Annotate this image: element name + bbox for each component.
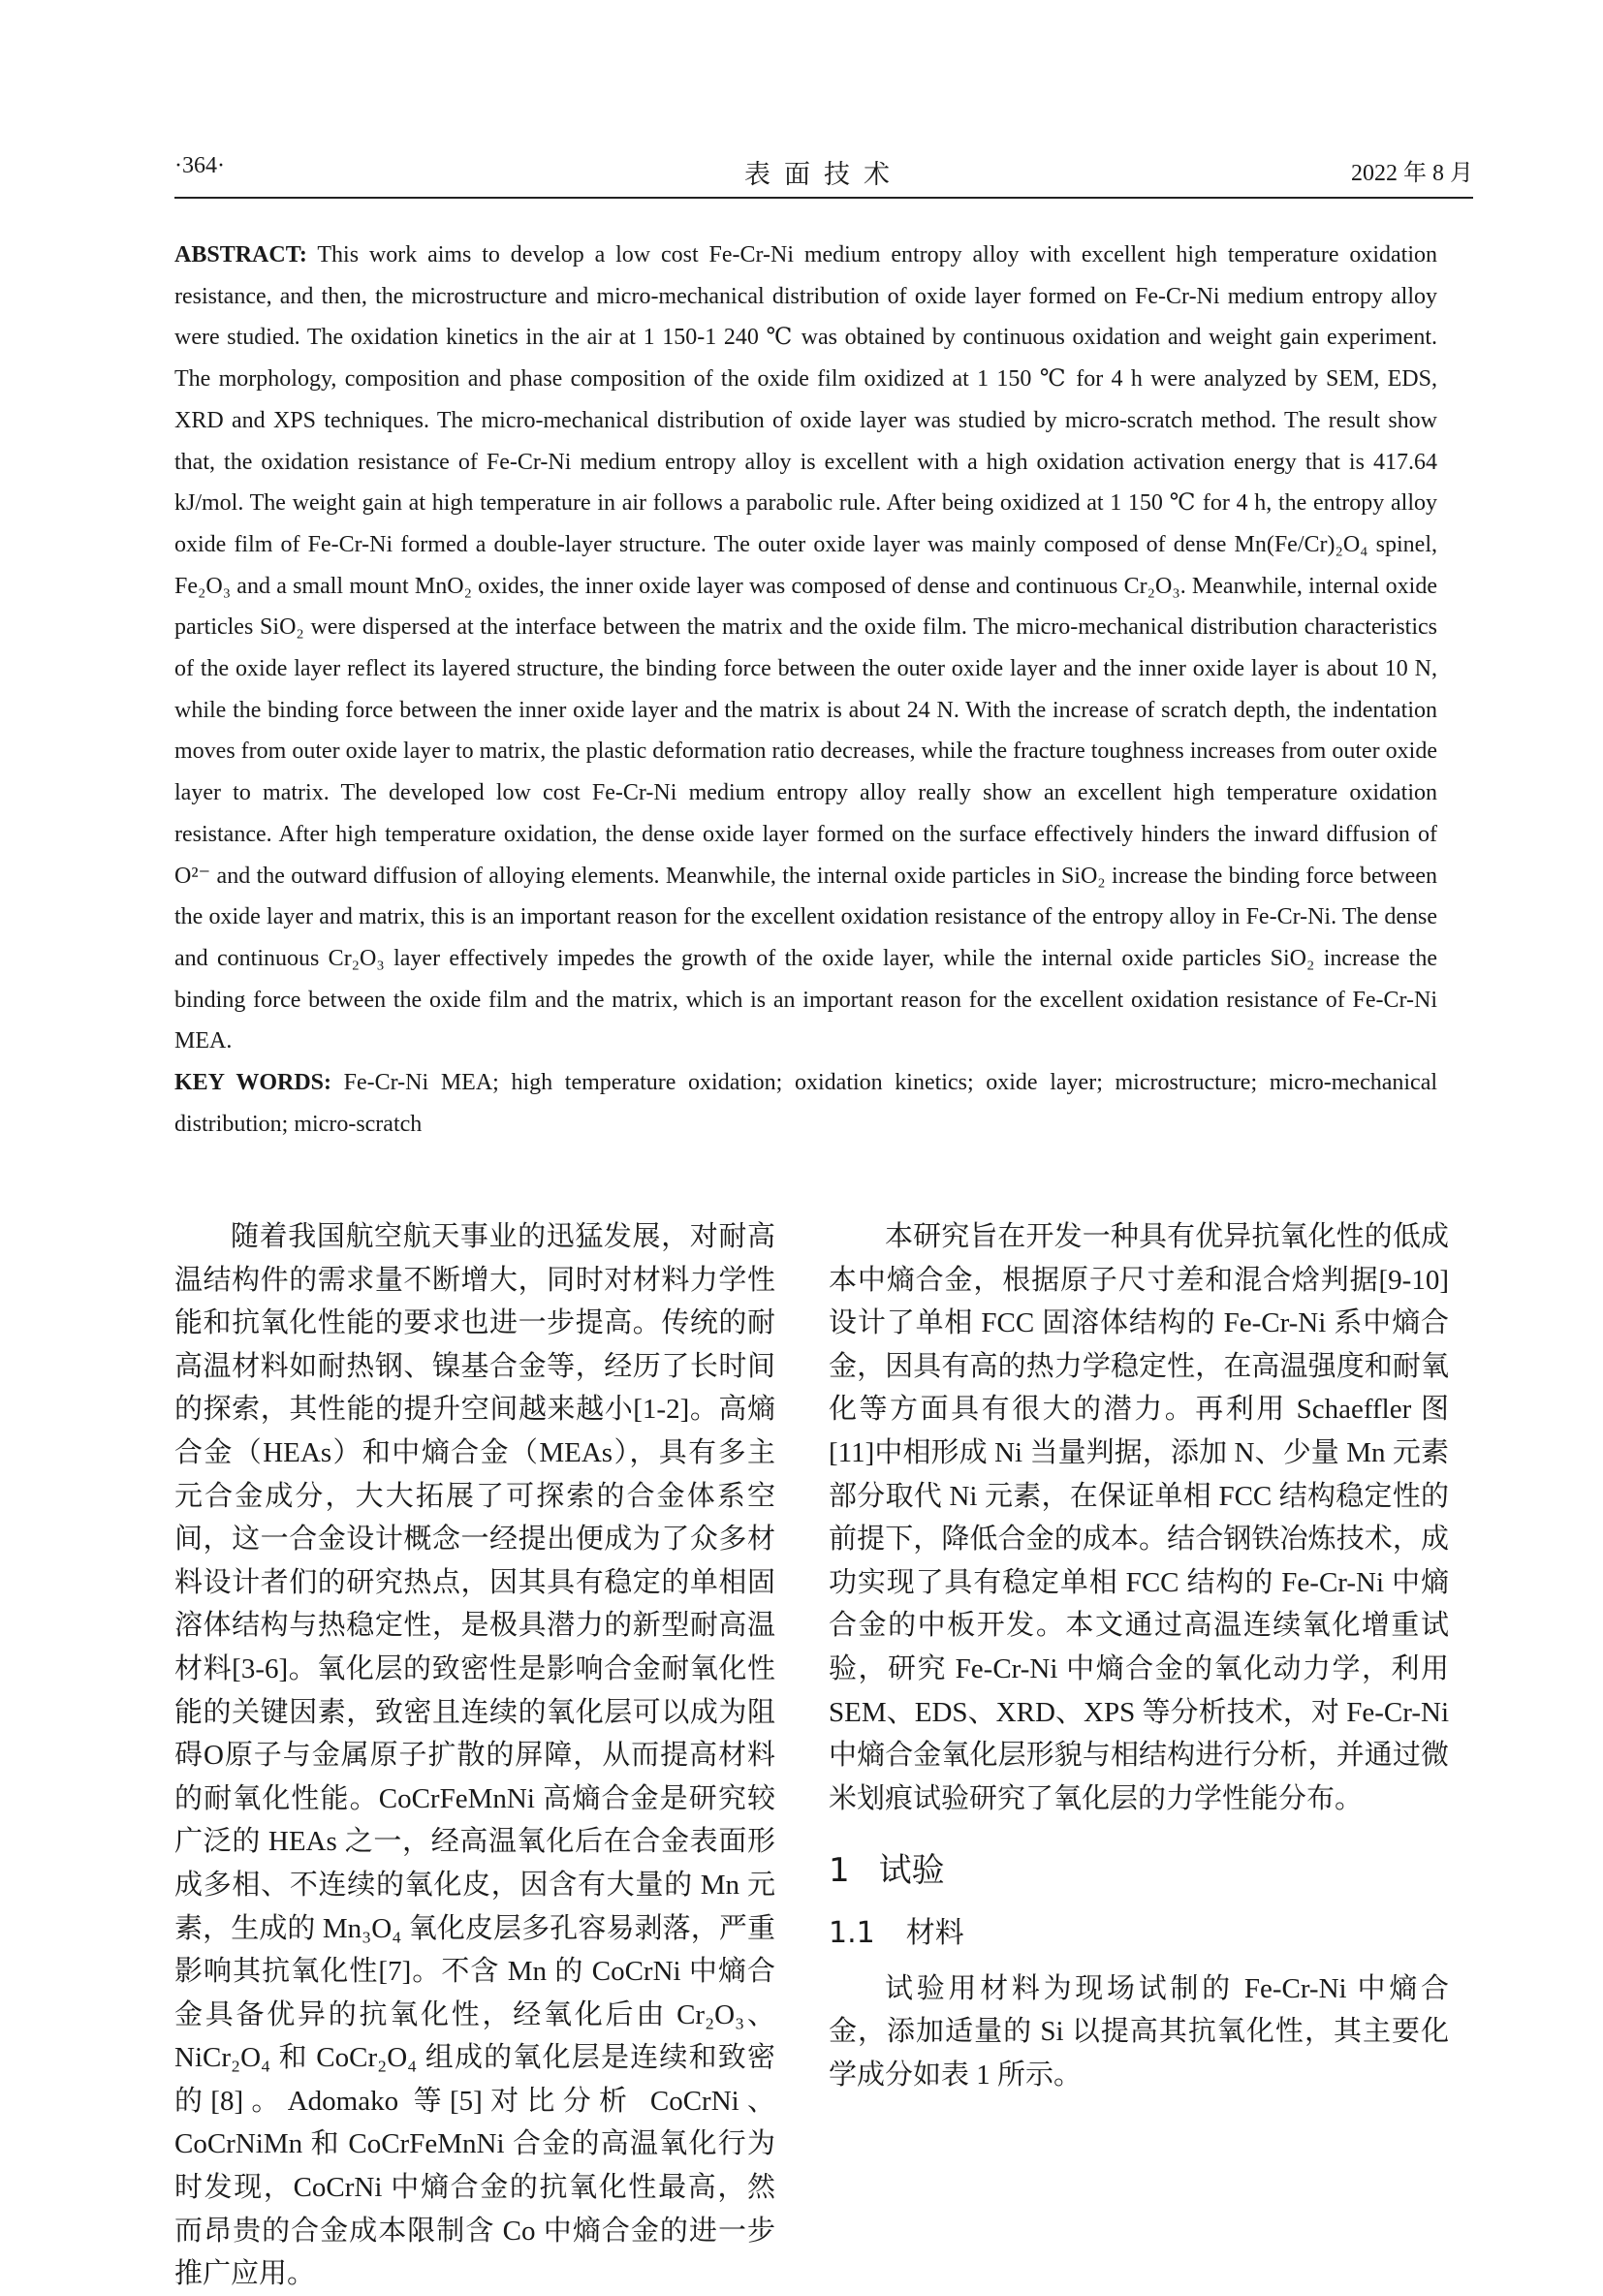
left-column [174,1215,775,2296]
section-1-number: 1 [829,1851,850,1891]
keywords-paragraph [174,1062,1437,1145]
materials-paragraph: 试验用材料为现场试制的 Fe-Cr-Ni 中熵合金，添加适量的 Si 以提高其抗氧化性，其主要化学成分如表 1 所示。 [829,1972,1449,2091]
keywords-label: KEY WORDS: [174,1070,332,1096]
intro-paragraph-2: 本研究旨在开发一种具有优异抗氧化性的低成本中熵合金，根据原子尺寸差和混合焓判据[9-10]设计了单相 FCC 固溶体结构的 Fe-Cr-Ni 系中熵合金，因具有高的热力学稳定性，在高温强度和耐氧化等方面具有很大的潜力。再利用 Schaeffler 图[11]中相形成 Ni 当量判据，添加 N、少量 Mn 元素部分取代 Ni 元素，在保证单相 FCC 结构稳定性的前提下，降低合金的成本。结合钢铁冶炼技术，成功实现了具有稳定单相 FCC 结构的 Fe-Cr-Ni 中熵合金的中板开发。本文通过高温连续氧化增重试验，研究 Fe-Cr-Ni 中熵合金的氧化动力学，利用 SEM、EDS、XRD、XPS 等分析技术，对 Fe-Cr-Ni 中熵合金氧化层形貌与相结构进行分析，并通过微米划痕试验研究了氧化层的力学性能分布。 [829,1221,1449,1814]
section-heading-1 [829,1849,1449,1893]
issue-date: 2022 年 8 月 [1351,161,1473,186]
abstract-paragraph [174,235,1437,1062]
right-column [829,1215,1449,2096]
section-1-1-title: 材料 [905,1915,964,1950]
journal-title: 表面技术 [744,160,903,189]
section-1-title: 试验 [878,1851,945,1891]
page-number: ·364· [174,153,225,178]
abstract-label: ABSTRACT: [174,242,307,267]
header-rule [174,197,1473,199]
page-header [174,153,1473,200]
intro-paragraph-1: 随着我国航空航天事业的迅猛发展，对耐高温结构件的需求量不断增大，同时对材料力学性能和抗氧化性能的要求也进一步提高。传统的耐高温材料如耐热钢、镍基合金等，经历了长时间的探索，其性能的提升空间越来越小[1-2]。高熵合金（HEAs）和中熵合金（MEAs），具有多主元合金成分，大大拓展了可探索的合金体系空间，这一合金设计概念一经提出便成为了众多材料设计者们的研究热点，因其具有稳定的单相固溶体结构与热稳定性，是极具潜力的新型耐高温材料[3-6]。氧化层的致密性是影响合金耐氧化性能的关键因素，致密且连续的氧化层可以成为阻碍O原子与金属原子扩散的屏障，从而提高材料的耐氧化性能。CoCrFeMnNi 高熵合金是研究较广泛的 HEAs 之一，经高温氧化后在合金表面形成多相、不连续的氧化皮，因含有大量的 Mn 元素，生成的 Mn₃O₄ 氧化皮层多孔容易剥落，严重影响其抗氧化性[7]。不含 Mn 的 CoCrNi 中熵合金具备优异的抗氧化性，经氧化后由 Cr₂O₃、NiCr₂O₄ 和 CoCr₂O₄ 组成的氧化层是连续和致密的[8]。Adomako 等[5]对比分析 CoCrNi、CoCrNiMn 和 CoCrFeMnNi 合金的高温氧化行为时发现，CoCrNi 中熵合金的抗氧化性最高，然而昂贵的合金成本限制含 Co 中熵合金的进一步推广应用。 [174,1221,775,2290]
abstract-text: This work aims to develop a low cost Fe-Cr-Ni medium entropy alloy with excellent high temperature oxidation resistance, and then, the microstructure and micro-mechanical distribution of oxide layer formed on Fe-Cr-Ni medium entropy alloy were studied. The oxidation kinetics in the air at 1 150-1 240 ℃ was obtained by continuous oxidation and weight gain experiment. The morphology, composition and phase composition of the oxide film oxidized at 1 150 ℃ for 4 h were analyzed by SEM, EDS, XRD and XPS techniques. The micro-mechanical distribution of oxide layer was studied by micro-scratch method. The result show that, the oxidation resistance of Fe-Cr-Ni medium entropy alloy is excellent with a high oxidation activation energy that is 417.64 kJ/mol. The weight gain at high temperature in air follows a parabolic rule. After being oxidized at 1 150 ℃ for 4 h, the entropy alloy oxide film of Fe-Cr-Ni formed a double-layer structure. The outer oxide layer was mainly composed of dense Mn(Fe/Cr)₂O₄ spinel, Fe₂O₃ and a small mount MnO₂ oxides, the inner oxide layer was composed of dense and continuous Cr₂O₃. Meanwhile, internal oxide particles SiO₂ were dispersed at the interface between the matrix and the oxide film. The micro-mechanical distribution characteristics of the oxide layer reflect its layered structure, the binding force between the outer oxide layer and the inner oxide layer is about 10 N, while the binding force between the inner oxide layer and the matrix is about 24 N. With the increase of scratch depth, the indentation moves from outer oxide layer to matrix, the plastic deformation ratio decreases, while the fracture toughness increases from outer oxide layer to matrix. The developed low cost Fe-Cr-Ni medium entropy alloy really show an excellent high temperature oxidation resistance. After high temperature oxidation, the dense oxide layer formed on the surface effectively hinders the inward diffusion of O²⁻ and the outward diffusion of alloying elements. Meanwhile, the internal oxide particles in SiO₂ increase the binding force between the oxide layer and matrix, this is an important reason for the excellent oxidation resistance of the entropy alloy in Fe-Cr-Ni. The dense and continuous Cr₂O₃ layer effectively impedes the growth of the oxide layer, while the internal oxide particles SiO₂ increase the binding force between the oxide film and the matrix, which is an important reason for the excellent oxidation resistance of Fe-Cr-Ni MEA. [174,242,1438,1054]
section-heading-1-1 [829,1912,1449,1956]
keywords-text: Fe-Cr-Ni MEA; high temperature oxidation; oxidation kinetics; oxide layer; microstructure; micro-mechanical distribution; micro-scratch [174,1070,1438,1137]
section-1-1-number: 1.1 [829,1915,875,1950]
abstract-block [174,235,1437,1145]
